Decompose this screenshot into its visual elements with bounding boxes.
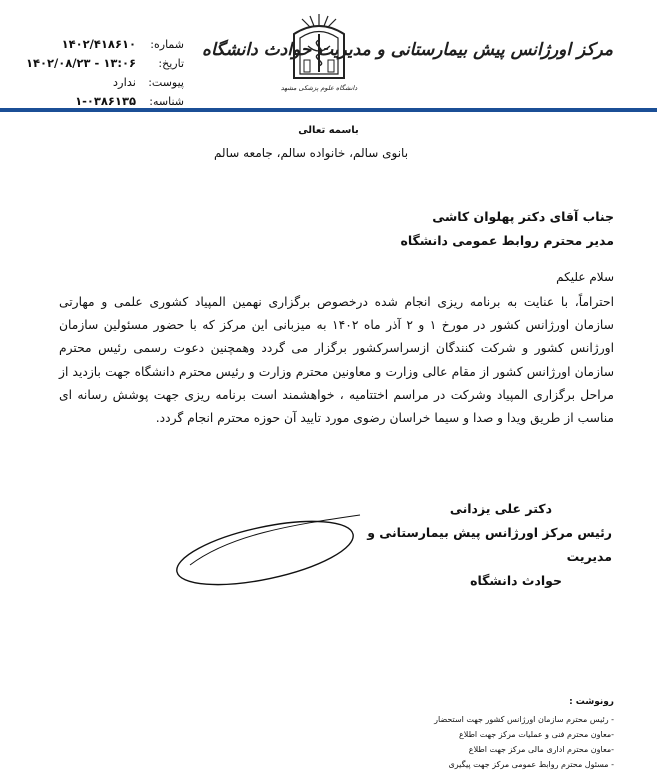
- meta-row-number: [34, 38, 184, 57]
- addressee-name: جناب آقای دکتر پهلوان کاشی: [432, 209, 614, 224]
- letter-meta: [25, 37, 184, 114]
- meta-label: شناسه:: [149, 95, 184, 108]
- cc-list: [434, 712, 614, 772]
- cc-item: - رئیس محترم سازمان اورژانس کشور جهت استحضار: [434, 715, 614, 724]
- letter-body: احتراماً، با عنایت به برنامه ریزی انجام شده درخصوص برگزاری نهمین المپیاد کشوری علمی و مهارتی سازمان اورژانس کشور در مورخ ۱ و ۲ آذر ماه ۱۴۰۲ به میزبانی این مرکز که با حضور مسئولین سازمان اورژانس کشور و شرکت کنندگان ازسراسرکشور برگزار می گردد وهمچنین دعوت رسمی رئیس محترم سازمان اورژانس کشور از مقام عالی وزارت و معاونین محترم وزارت و رئیس محترم دانشگاه جهت بازدید از مراحل برگزاری المپیاد وشرکت در مراسم اختتامیه ، خواهشمند است برنامه ریزی جهت پوشش رسانه ای مناسب از طریق ویدا و صدا و سیما خراسان رضوی مورد تایید آن حوزه محترم انجام گردد.: [59, 295, 614, 426]
- meta-row-attachment: [34, 76, 184, 95]
- addressee-title: مدیر محترم روابط عمومی دانشگاه: [400, 233, 614, 248]
- letter-id: ۱-۰۳۸۶۱۳۵: [75, 94, 136, 108]
- addressee: [400, 205, 614, 253]
- greeting: سلام علیکم: [556, 270, 614, 284]
- attachment-value: ندارد: [112, 75, 136, 89]
- signatory-name: دکتر علی یزدانی: [449, 501, 552, 516]
- meta-label: شماره:: [150, 38, 184, 51]
- university-logo: [280, 12, 358, 96]
- letter-number: ۱۴۰۲/۴۱۸۶۱۰: [61, 37, 136, 51]
- organization-title: مرکز اورژانس پیش بیمارستانی و مدیریت حوادث دانشگاه: [202, 40, 613, 60]
- cc-item: - مسئول محترم روابط عمومی مرکز جهت پیگیری: [448, 760, 614, 769]
- signatory-position: رئیس مرکز اورژانس پیش بیمارستانی و مدیریت: [367, 525, 612, 564]
- invocation: باسمه تعالی: [298, 125, 359, 136]
- slogan: بانوی سالم، خانواده سالم، جامعه سالم: [213, 146, 409, 160]
- meta-label: پیوست:: [148, 76, 184, 89]
- letter-date: ۱۴۰۲/۰۸/۲۳ - ۱۳:۰۶: [25, 56, 136, 70]
- meta-row-date: [25, 56, 184, 76]
- signatory-position-cont: حوادث دانشگاه: [470, 573, 562, 588]
- cc-item: -معاون محترم اداری مالی مرکز جهت اطلاع: [468, 745, 614, 754]
- header-divider: [0, 108, 657, 112]
- signature-block: [352, 497, 612, 593]
- cc-title: رونوشت :: [569, 697, 614, 707]
- cc-item: -معاون محترم فنی و عملیات مرکز جهت اطلاع: [459, 730, 614, 739]
- meta-label: تاریخ:: [158, 57, 184, 70]
- logo-caption: دانشگاه علوم پزشکی مشهد: [280, 84, 358, 92]
- handwritten-signature: [170, 495, 380, 595]
